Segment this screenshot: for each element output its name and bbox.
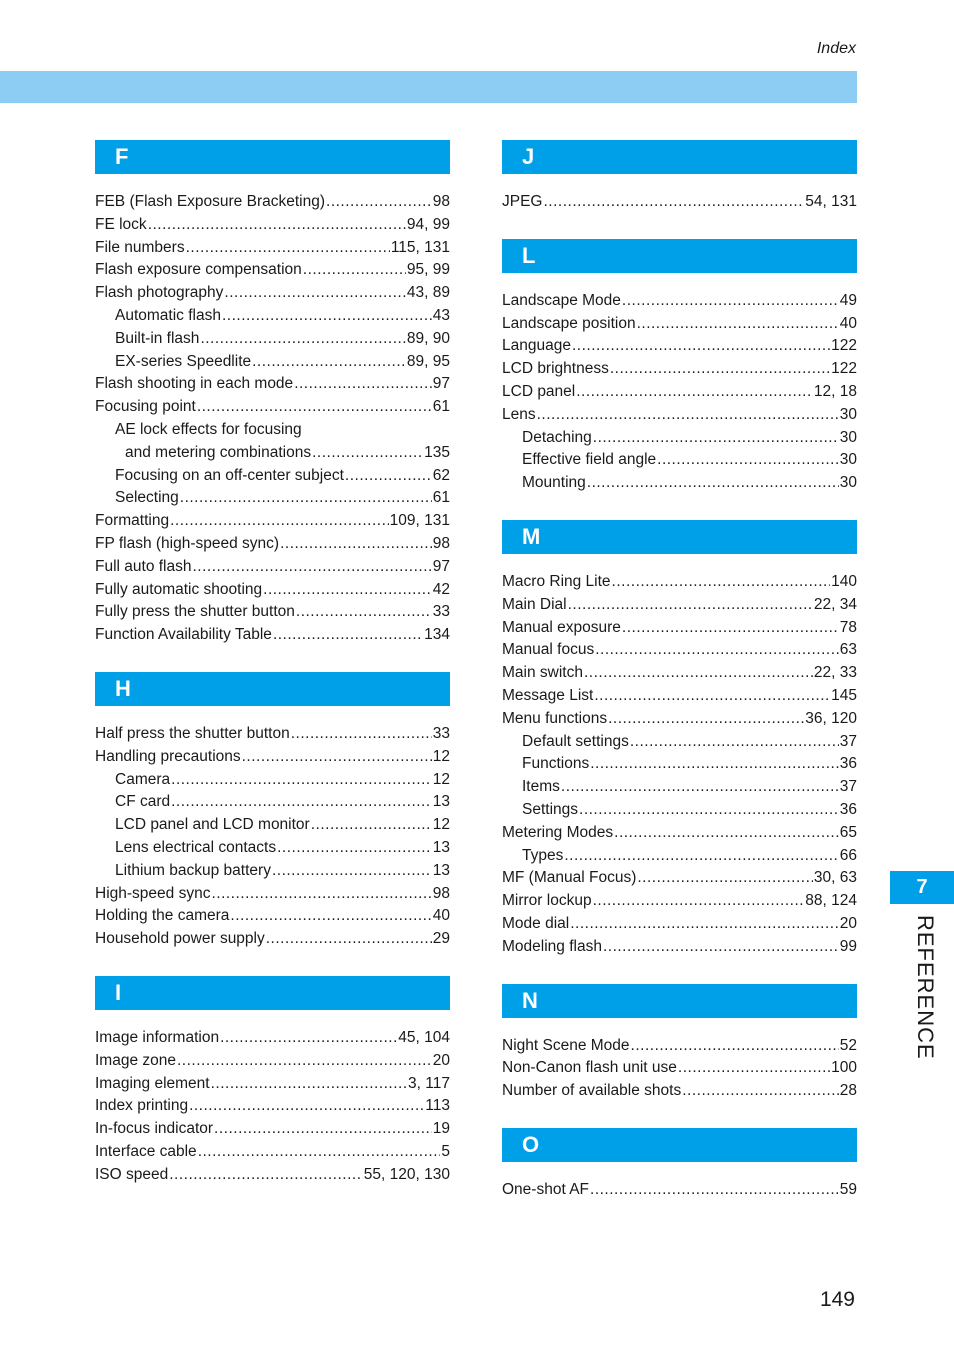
index-entry [95, 351, 450, 374]
dot-leader [211, 1073, 407, 1096]
entry-term: Effective field angle [522, 451, 657, 469]
entry-pages[interactable]: 98 [432, 884, 450, 902]
entry-pages[interactable]: 113 [425, 1097, 450, 1115]
entry-pages[interactable]: 97 [432, 375, 450, 393]
entry-pages[interactable]: 42 [432, 580, 450, 598]
index-entry [502, 427, 857, 450]
dot-leader [296, 601, 432, 624]
entry-term: One-shot AF [502, 1180, 590, 1198]
entry-term: JPEG [502, 193, 543, 210]
entry-term: Landscape position [502, 314, 636, 332]
index-entry [502, 867, 857, 890]
dot-leader [326, 191, 432, 214]
entry-term: Mode dial [502, 914, 570, 932]
index-entry [502, 731, 857, 754]
entry-term: Camera [115, 770, 171, 788]
entry-term: Handling precautions [95, 747, 241, 765]
entry-pages[interactable]: 62 [432, 466, 450, 484]
dot-leader [312, 442, 423, 465]
entry-pages[interactable]: 37 [839, 732, 857, 750]
entry-term: File numbers [95, 238, 185, 256]
entry-pages[interactable]: 20 [839, 914, 857, 932]
chapter-tab[interactable]: 7 [890, 871, 954, 904]
entry-term: Landscape Mode [502, 291, 621, 309]
entry-pages[interactable]: 36 [839, 800, 857, 818]
index-entry [95, 487, 450, 510]
index-section-n [502, 984, 857, 1103]
entry-term: High-speed sync [95, 884, 211, 902]
dot-leader [576, 381, 813, 404]
entry-term: Lithium backup battery [115, 861, 271, 879]
entry-pages[interactable]: 88, 124 [805, 892, 857, 910]
dot-leader [171, 791, 432, 814]
index-entry [95, 328, 450, 351]
dot-leader [224, 282, 406, 305]
entry-term: Formatting [95, 512, 170, 530]
index-entry [95, 579, 450, 602]
entry-pages[interactable]: 89, 90 [406, 329, 450, 347]
dot-leader [311, 814, 432, 837]
index-section-h [95, 672, 450, 951]
entry-term: Menu functions [502, 709, 608, 727]
entry-term: Imaging element [95, 1074, 210, 1092]
entry-term: Default settings [522, 732, 629, 750]
dot-leader [637, 313, 839, 336]
dot-leader [169, 1164, 363, 1187]
index-entry [502, 890, 857, 913]
index-entry [95, 928, 450, 951]
dot-leader [637, 867, 813, 890]
dot-leader [193, 556, 432, 579]
entry-pages[interactable]: 45, 104 [398, 1028, 450, 1046]
entry-term: Image zone [95, 1051, 176, 1069]
index-section-m [502, 520, 857, 959]
chapter-label: REFERENCE [913, 915, 938, 1060]
entry-pages[interactable]: 12 [432, 770, 450, 788]
entry-term: Automatic flash [115, 306, 221, 324]
index-entry [95, 1164, 450, 1187]
entry-term: Flash exposure compensation [95, 261, 302, 279]
index-entry [502, 753, 857, 776]
entry-pages[interactable]: 66 [839, 846, 857, 864]
entry-term: ISO speed [95, 1165, 169, 1183]
dot-leader [570, 913, 839, 936]
dot-leader [594, 685, 830, 708]
index-entry [95, 1095, 450, 1118]
header-band [0, 71, 857, 103]
entry-pages[interactable]: 100 [831, 1059, 857, 1077]
section-letter: O [502, 1128, 857, 1162]
dot-leader [280, 533, 432, 556]
index-entry [95, 259, 450, 282]
index-entry [95, 191, 450, 214]
entry-pages[interactable]: 55, 120, 130 [363, 1165, 450, 1183]
index-entry [95, 837, 450, 860]
entry-term: LCD panel and LCD monitor [115, 816, 310, 834]
dot-leader [631, 1035, 839, 1058]
index-entry [95, 373, 450, 396]
entry-pages[interactable]: 52 [839, 1036, 857, 1054]
entry-pages[interactable]: 13 [432, 793, 450, 811]
entry-term: Index printing [95, 1097, 189, 1115]
entry-pages[interactable]: 40 [839, 314, 857, 332]
index-section-i [95, 976, 450, 1187]
dot-leader [678, 1057, 830, 1080]
dot-leader [148, 214, 406, 237]
index-entry [502, 404, 857, 427]
entry-pages[interactable]: 12 [432, 747, 450, 765]
dot-leader [177, 1050, 432, 1073]
dot-leader [252, 351, 406, 374]
index-entry [95, 214, 450, 237]
entry-term: Flash photography [95, 284, 224, 302]
dot-leader [608, 708, 804, 731]
entry-pages[interactable]: 19 [432, 1120, 450, 1138]
entry-pages[interactable]: 37 [839, 778, 857, 796]
dot-leader [263, 579, 432, 602]
entry-term: Manual focus [502, 641, 595, 659]
index-entry [502, 776, 857, 799]
entry-pages[interactable]: 140 [831, 572, 857, 590]
entry-pages[interactable]: 122 [831, 360, 857, 378]
entry-term: Selecting [115, 489, 179, 507]
dot-leader [303, 259, 406, 282]
entry-term: FP flash (high-speed sync) [95, 534, 280, 552]
dot-leader [630, 731, 839, 754]
index-entry [95, 814, 450, 837]
index-entry [502, 381, 857, 404]
index-entry [95, 556, 450, 579]
entry-term: Lens electrical contacts [115, 838, 277, 856]
page-number: 149 [819, 1288, 855, 1311]
dot-leader [186, 237, 390, 260]
entry-term: Function Availability Table [95, 626, 272, 644]
entry-term: Mounting [522, 474, 586, 492]
index-entry [95, 1118, 450, 1141]
entry-pages[interactable]: 3, 117 [408, 1074, 450, 1092]
entry-term: Focusing on an off-center subject [115, 466, 344, 484]
index-entry [502, 358, 857, 381]
entry-pages[interactable]: 20 [432, 1051, 450, 1069]
entry-term: CF card [115, 793, 171, 811]
index-entry [502, 708, 857, 731]
index-entry [95, 883, 450, 906]
index-entry [502, 472, 857, 495]
dot-leader [590, 753, 839, 776]
entry-pages[interactable]: 12 [432, 816, 450, 834]
entry-pages[interactable]: 61 [432, 398, 450, 416]
index-entry [502, 1179, 857, 1202]
entry-pages[interactable]: 97 [432, 557, 450, 575]
index-entry [95, 769, 450, 792]
entry-pages[interactable]: 12, 18 [813, 382, 857, 400]
section-letter: N [502, 984, 857, 1018]
index-column-right [502, 140, 857, 1227]
dot-leader [170, 510, 389, 533]
dot-leader [657, 449, 839, 472]
dot-leader [200, 328, 405, 351]
index-entry [95, 305, 450, 328]
entry-pages[interactable]: 28 [839, 1082, 857, 1100]
entry-pages[interactable]: 109, 131 [389, 512, 450, 530]
dot-leader [584, 662, 813, 685]
index-entry [502, 799, 857, 822]
index-entry [95, 419, 450, 442]
index-entry [95, 1141, 450, 1164]
entry-pages[interactable]: 5 [441, 1142, 450, 1160]
index-entry [502, 639, 857, 662]
entry-pages[interactable]: 40 [432, 907, 450, 925]
entry-pages[interactable]: 94, 99 [406, 215, 450, 233]
index-entry [95, 601, 450, 624]
entry-pages[interactable]: 22, 33 [813, 664, 857, 682]
index-entry [502, 685, 857, 708]
entry-term: FE lock [95, 215, 147, 233]
index-entry [95, 533, 450, 556]
entry-term: Flash shooting in each mode [95, 375, 294, 393]
entry-term: Interface cable [95, 1142, 197, 1160]
index-section-j [502, 140, 857, 214]
entry-term: EX-series Speedlite [115, 352, 252, 370]
entry-pages[interactable]: 61 [432, 489, 450, 507]
entry-pages[interactable]: 115, 131 [390, 238, 450, 256]
index-entry [95, 442, 450, 465]
dot-leader [220, 1027, 397, 1050]
index-section-f [95, 140, 450, 647]
dot-leader [610, 358, 830, 381]
entry-term: Half press the shutter button [95, 724, 290, 742]
dot-leader [291, 723, 432, 746]
section-letter: F [95, 140, 450, 174]
dot-leader [682, 1080, 839, 1103]
dot-leader [564, 845, 838, 868]
entry-term: Image information [95, 1028, 220, 1046]
dot-leader [294, 373, 432, 396]
entry-term: Number of available shots [502, 1082, 682, 1100]
index-entry [95, 624, 450, 647]
entry-pages[interactable]: 33 [432, 603, 450, 621]
entry-term: Modeling flash [502, 937, 602, 955]
entry-term: Fully press the shutter button [95, 603, 295, 621]
index-entry [502, 191, 857, 214]
entry-pages[interactable]: 95, 99 [406, 261, 450, 279]
dot-leader [568, 594, 813, 617]
section-letter: M [502, 520, 857, 554]
entry-pages[interactable]: 30 [839, 451, 857, 469]
dot-leader [230, 905, 431, 928]
entry-pages[interactable]: 36 [839, 755, 857, 773]
index-entry [502, 449, 857, 472]
dot-leader [272, 860, 432, 883]
dot-leader [242, 746, 432, 769]
index-entry [502, 617, 857, 640]
entry-pages[interactable]: 30, 63 [813, 869, 857, 887]
index-entry [95, 237, 450, 260]
index-entry [95, 1027, 450, 1050]
dot-leader [211, 883, 431, 906]
dot-leader [537, 404, 839, 427]
entry-term: Non-Canon flash unit use [502, 1059, 677, 1077]
dot-leader [622, 290, 839, 313]
entry-pages[interactable]: 30 [839, 474, 857, 492]
entry-term: Message List [502, 686, 594, 704]
index-entry [95, 1073, 450, 1096]
entry-pages[interactable]: 78 [839, 618, 857, 636]
index-section-o [502, 1128, 857, 1202]
entry-term: Language [502, 337, 571, 355]
entry-pages[interactable]: 13 [432, 838, 450, 856]
entry-term: Full auto flash [95, 557, 192, 575]
section-letter: H [95, 672, 450, 706]
dot-leader [593, 427, 839, 450]
index-entry [502, 571, 857, 594]
entry-term: Holding the camera [95, 907, 230, 925]
index-entry [502, 1035, 857, 1058]
entry-pages[interactable]: 30 [839, 405, 857, 423]
entry-term: Mirror lockup [502, 892, 592, 910]
dot-leader [222, 305, 432, 328]
entry-term: In-focus indicator [95, 1120, 214, 1138]
dot-leader [345, 465, 432, 488]
section-letter: I [95, 976, 450, 1010]
index-entry [95, 396, 450, 419]
index-entry [502, 913, 857, 936]
entry-term: Main Dial [502, 595, 567, 613]
dot-leader [543, 191, 804, 214]
entry-term: Household power supply [95, 930, 265, 948]
entry-term: Manual exposure [502, 618, 621, 636]
index-entry [95, 1050, 450, 1073]
index-entry [502, 1080, 857, 1103]
index-entry [502, 1057, 857, 1080]
entry-pages[interactable]: 33 [432, 724, 450, 742]
entry-pages[interactable]: 145 [831, 686, 857, 704]
dot-leader [603, 936, 839, 959]
entry-term: Built-in flash [115, 329, 200, 347]
index-entry [502, 594, 857, 617]
dot-leader [593, 890, 805, 913]
entry-term: Items [522, 778, 560, 796]
index-entry [502, 936, 857, 959]
index-entry [502, 845, 857, 868]
dot-leader [590, 1179, 839, 1202]
entry-pages[interactable]: 13 [432, 861, 450, 879]
entry-term: Main switch [502, 664, 583, 682]
entry-pages[interactable]: 98 [432, 193, 450, 210]
entry-pages[interactable]: 22, 34 [813, 595, 857, 613]
running-head: Index [816, 40, 856, 57]
dot-leader [579, 799, 839, 822]
entry-pages[interactable]: 49 [839, 291, 857, 309]
index-column-left [95, 140, 450, 1211]
dot-leader [171, 769, 432, 792]
entry-term: Functions [522, 755, 590, 773]
dot-leader [595, 639, 839, 662]
dot-leader [180, 487, 432, 510]
entry-term: LCD brightness [502, 360, 609, 378]
index-section-l [502, 239, 857, 495]
dot-leader [277, 837, 432, 860]
entry-term: and metering combinations [125, 443, 312, 461]
entry-term: LCD panel [502, 382, 576, 400]
dot-leader [614, 822, 839, 845]
index-entry [95, 282, 450, 305]
entry-pages[interactable]: 122 [831, 337, 857, 355]
entry-pages[interactable]: 99 [839, 937, 857, 955]
index-entry [95, 746, 450, 769]
index-entry [95, 860, 450, 883]
entry-pages[interactable]: 59 [839, 1180, 857, 1198]
index-entry [502, 822, 857, 845]
index-entry [95, 905, 450, 928]
entry-term: Detaching [522, 428, 592, 446]
dot-leader [273, 624, 423, 647]
entry-term: Macro Ring Lite [502, 572, 611, 590]
entry-pages[interactable]: 30 [839, 428, 857, 446]
index-entry [95, 510, 450, 533]
entry-term: Settings [522, 800, 579, 818]
dot-leader [197, 396, 432, 419]
dot-leader [622, 617, 839, 640]
entry-term: Fully automatic shooting [95, 580, 263, 598]
entry-pages[interactable]: 89, 95 [406, 352, 450, 370]
index-entry [95, 723, 450, 746]
entry-pages[interactable]: 135 [424, 443, 450, 461]
entry-pages[interactable]: 98 [432, 534, 450, 552]
index-entry [502, 290, 857, 313]
dot-leader [198, 1141, 441, 1164]
entry-pages[interactable]: 36, 120 [805, 709, 857, 727]
index-entry [95, 791, 450, 814]
entry-term: FEB (Flash Exposure Bracketing) [95, 193, 326, 210]
entry-pages[interactable]: 63 [839, 641, 857, 659]
entry-term: Focusing point [95, 398, 196, 416]
entry-pages[interactable]: 43 [432, 306, 450, 324]
index-entry [502, 313, 857, 336]
dot-leader [612, 571, 831, 594]
dot-leader [561, 776, 839, 799]
entry-term: Types [522, 846, 564, 864]
entry-term: MF (Manual Focus) [502, 869, 637, 887]
section-letter: J [502, 140, 857, 174]
dot-leader [587, 472, 839, 495]
index-entry [95, 465, 450, 488]
section-letter: L [502, 239, 857, 273]
entry-term: Metering Modes [502, 823, 614, 841]
entry-pages[interactable]: 54, 131 [805, 193, 857, 210]
index-entry [502, 662, 857, 685]
entry-term: Lens [502, 405, 536, 423]
dot-leader [214, 1118, 432, 1141]
entry-pages[interactable]: 134 [424, 626, 450, 644]
index-entry [502, 335, 857, 358]
entry-pages[interactable]: 43, 89 [406, 284, 450, 302]
entry-term: Night Scene Mode [502, 1036, 630, 1054]
dot-leader [266, 928, 432, 951]
dot-leader [572, 335, 830, 358]
entry-term: AE lock effects for focusing [115, 420, 302, 438]
entry-pages[interactable]: 29 [432, 930, 450, 948]
entry-pages[interactable]: 65 [839, 823, 857, 841]
dot-leader [189, 1095, 424, 1118]
